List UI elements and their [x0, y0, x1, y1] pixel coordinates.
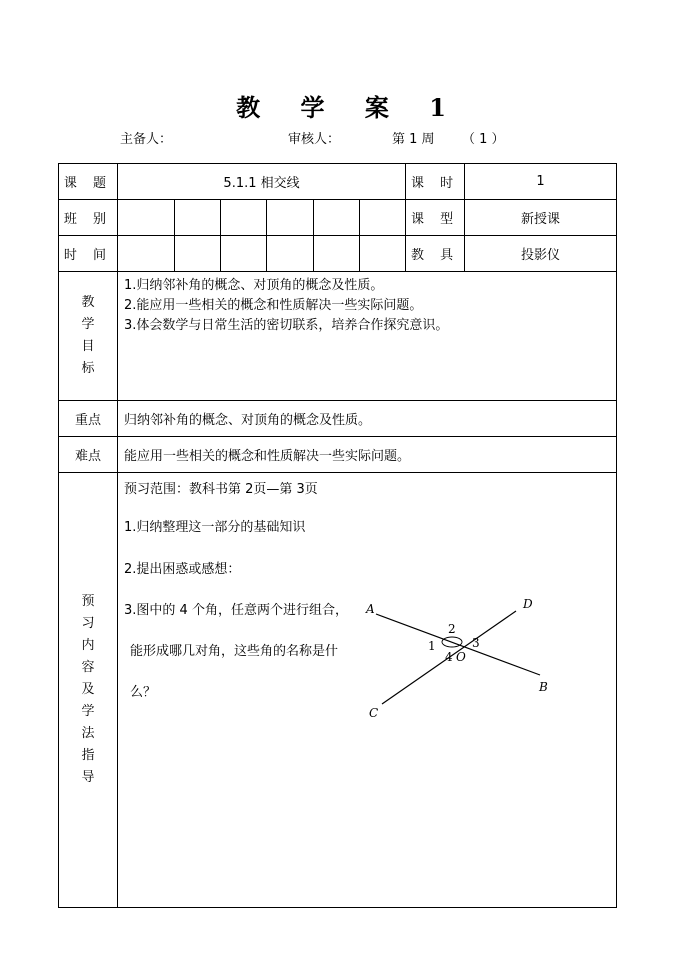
- preview-content: [118, 473, 617, 908]
- week-label: 第 1 周: [392, 132, 435, 147]
- difficulty-label: 难点: [59, 437, 118, 473]
- goals-label: [59, 272, 118, 401]
- preview-item-2: 2.提出困惑或感想：: [124, 562, 241, 577]
- preview-range: 预习范围：教科书第 2页—第 3页: [124, 482, 318, 497]
- key-point-row: [59, 401, 617, 437]
- preview-item-3-end: 么？: [130, 685, 157, 700]
- type-value: 新授课: [465, 200, 617, 236]
- title-char: 教: [236, 93, 263, 122]
- preview-item-1: 1.归纳整理这一部分的基础知识: [124, 520, 306, 535]
- label-char: 学: [81, 704, 95, 719]
- blank-cell: [221, 236, 267, 272]
- difficulty-text: 能应用一些相关的概念和性质解决一些实际问题。: [118, 437, 617, 473]
- difficulty-row: [59, 437, 617, 473]
- label-char: 学: [81, 317, 95, 332]
- blank-cell: [314, 200, 360, 236]
- topic-row: [59, 164, 617, 200]
- blank-cell: [360, 200, 406, 236]
- preview-item-3: 3.图中的 4 个角，任意两个进行组合，: [124, 603, 348, 618]
- angle-label-2: 2: [448, 622, 456, 636]
- session-label: （ 1 ）: [462, 132, 505, 147]
- reviewer-label: 审核人：: [288, 132, 341, 147]
- label-char: 教: [81, 295, 95, 310]
- blank-cell: [118, 200, 175, 236]
- line-ab: [376, 614, 540, 675]
- label-char: 预: [81, 594, 95, 609]
- preparer-label: 主备人：: [120, 132, 173, 147]
- point-label-b: B: [539, 680, 548, 694]
- goal-item: 2.能应用一些相关的概念和性质解决一些实际问题。: [124, 298, 423, 313]
- blank-cell: [175, 200, 221, 236]
- angle-label-1: 1: [428, 639, 436, 653]
- blank-cell: [360, 236, 406, 272]
- label-char: 法: [81, 726, 95, 741]
- angle-label-4: 4: [445, 650, 453, 664]
- document-title: [0, 88, 684, 123]
- label-char: 目: [81, 339, 95, 354]
- topic-value: 5.1.1 相交线: [118, 164, 406, 200]
- lesson-plan-table: [58, 163, 617, 908]
- key-point-label: 重点: [59, 401, 118, 437]
- label-char: 容: [81, 660, 95, 675]
- point-label-d: D: [523, 597, 533, 611]
- label-char: 内: [81, 638, 95, 653]
- intersecting-lines-figure: [362, 591, 558, 719]
- point-label-a: A: [366, 602, 375, 616]
- blank-cell: [314, 236, 360, 272]
- label-char: 导: [81, 770, 95, 785]
- label-char: 标: [81, 361, 95, 376]
- key-point-text: 归纳邻补角的概念、对顶角的概念及性质。: [118, 401, 617, 437]
- time-label: 时 间: [59, 236, 118, 272]
- blank-cell: [267, 200, 314, 236]
- blank-cell: [221, 200, 267, 236]
- label-char: 及: [81, 682, 95, 697]
- blank-cell: [118, 236, 175, 272]
- topic-label: 课 题: [59, 164, 118, 200]
- title-char: 1: [429, 93, 448, 122]
- period-value: 1: [465, 164, 617, 200]
- preview-label: [59, 473, 118, 908]
- class-label: 班 别: [59, 200, 118, 236]
- tool-value: 投影仪: [465, 236, 617, 272]
- angle-label-3: 3: [472, 636, 480, 650]
- blank-cell: [175, 236, 221, 272]
- blank-cell: [267, 236, 314, 272]
- label-char: 指: [81, 748, 95, 763]
- preview-item-3-cont: 能形成哪几对角，这些角的名称是什: [130, 644, 339, 659]
- type-label: 课 型: [406, 200, 465, 236]
- goals-content: [118, 272, 617, 401]
- class-row: [59, 200, 617, 236]
- label-char: 习: [81, 616, 95, 631]
- title-char: 案: [364, 93, 391, 122]
- point-label-c: C: [369, 706, 379, 719]
- title-char: 学: [300, 93, 327, 122]
- time-row: [59, 236, 617, 272]
- goal-item: 1.归纳邻补角的概念、对顶角的概念及性质。: [124, 278, 384, 293]
- period-label: 课 时: [406, 164, 465, 200]
- point-label-o: O: [456, 650, 466, 664]
- goal-item: 3.体会数学与日常生活的密切联系，培养合作探究意识。: [124, 318, 449, 333]
- goals-row: [59, 272, 617, 401]
- preview-row: [59, 473, 617, 908]
- tool-label: 教 具: [406, 236, 465, 272]
